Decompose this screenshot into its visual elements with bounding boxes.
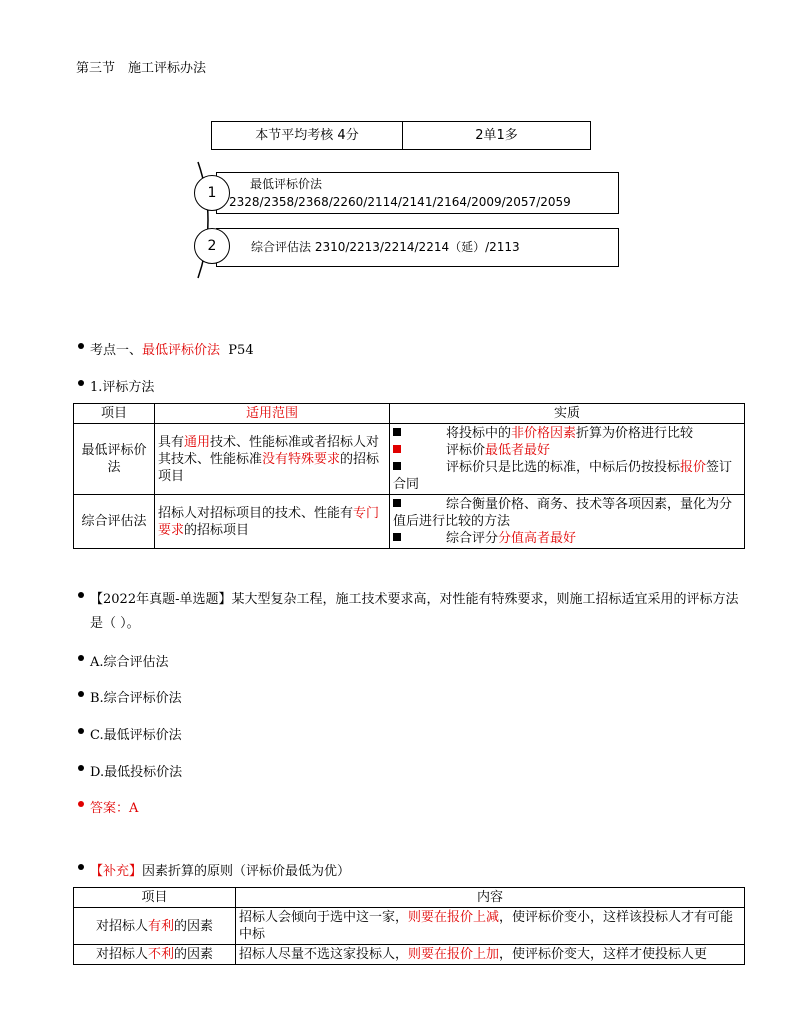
s-row2-item xyxy=(74,945,236,965)
table-row xyxy=(74,945,745,965)
text-highlight: 通用 xyxy=(184,434,211,450)
row1-scope xyxy=(155,424,390,495)
th-item: 项目 xyxy=(74,404,155,424)
method-title: 1.评标方法 xyxy=(90,380,155,395)
text-highlight: 报价 xyxy=(680,460,707,475)
topic-1-line1: 最低评标价法 xyxy=(250,177,323,191)
question-stem: 【2022年真题-单选题】某大型复杂工程，施工技术要求高，对性能有特殊要求，则施工招标适宜采用的评标方法是（ ）。 xyxy=(90,592,739,631)
bullet-supplement xyxy=(78,864,84,870)
row2-item: 综合评估法 xyxy=(74,495,155,549)
bullet-answer xyxy=(78,801,84,807)
text: 技术、性能标准或者招标人对其技术、性能标准 xyxy=(158,434,380,467)
text-highlight: 则要在报价上减 xyxy=(408,910,500,925)
row1-essence xyxy=(390,424,745,495)
text: ，使评标价变小，这样该投标人才有可能中标 xyxy=(239,910,734,942)
supplement-heading xyxy=(90,860,350,879)
s-row2-content xyxy=(236,945,745,965)
option-d: D.最低投标价法 xyxy=(90,765,183,780)
text-highlight: 最低者最好 xyxy=(485,443,551,458)
th-item2: 项目 xyxy=(74,888,236,908)
bullet-point1 xyxy=(78,343,84,349)
text: 的因素 xyxy=(174,918,214,934)
square-bullet-icon xyxy=(393,428,401,436)
essence-line xyxy=(393,425,741,442)
text: ，使评标价变大，这样才使投标人更 xyxy=(499,947,708,962)
th-content: 内容 xyxy=(236,888,745,908)
text: 的招标项目 xyxy=(184,522,250,538)
point1-page: P54 xyxy=(228,343,254,358)
s-row1-content xyxy=(236,908,745,945)
text-highlight: 不利 xyxy=(147,947,174,962)
text-highlight: 分值高者最好 xyxy=(498,531,577,546)
s-row1-item xyxy=(74,908,236,945)
bullet-option-b xyxy=(78,691,84,697)
supplement-title: 因素折算的原则（评标价最低为优） xyxy=(142,864,351,879)
point1-heading xyxy=(90,339,254,358)
topic-number-2 xyxy=(194,228,230,264)
bullet-option-a xyxy=(78,655,84,661)
text-highlight: 有利 xyxy=(147,918,174,934)
text: 的因素 xyxy=(174,947,214,962)
summary-right: 2单1多 xyxy=(475,128,518,143)
topic-2-line1: 综合评估法 2310/2213/2214/2214（延）/2113 xyxy=(251,240,520,254)
method-table xyxy=(73,403,745,549)
summary-left: 本节平均考核 4分 xyxy=(212,122,403,149)
text: 的招标项目 xyxy=(158,451,380,484)
text: 评标价 xyxy=(446,443,486,458)
option-b: B.综合评标价法 xyxy=(90,691,182,706)
essence-line xyxy=(393,496,741,530)
topic-number-1 xyxy=(194,175,230,211)
table-row xyxy=(74,908,745,945)
supplement-table-header xyxy=(74,888,745,908)
table-row xyxy=(74,424,745,495)
square-bullet-icon xyxy=(393,499,401,507)
row2-scope xyxy=(155,495,390,549)
text: 招标人会倾向于选中这一家， xyxy=(239,910,409,925)
text: 签订合同 xyxy=(393,460,733,492)
topic-2-num: 2 xyxy=(207,238,217,254)
option-a: A.综合评估法 xyxy=(90,655,169,670)
text-highlight: 非价格因素 xyxy=(511,426,577,441)
text: 具有 xyxy=(158,434,185,450)
essence-line xyxy=(393,442,741,459)
answer: 答案：A xyxy=(90,801,139,816)
square-bullet-icon xyxy=(393,445,401,453)
text: 评标价只是比选的标准，中标后仍按投标 xyxy=(446,460,681,475)
section-title: 第三节 施工评标办法 xyxy=(76,61,207,76)
text: 招标人尽量不选这家投标人， xyxy=(239,947,409,962)
topic-1-num: 1 xyxy=(207,185,217,201)
method-table-header xyxy=(74,404,745,424)
point1-prefix: 考点一、 xyxy=(90,343,143,358)
text-highlight: 专门要求 xyxy=(158,505,380,538)
square-bullet-icon xyxy=(393,533,401,541)
text-highlight: 没有特殊要求 xyxy=(262,451,341,467)
bullet-question xyxy=(78,592,84,598)
th-essence: 实质 xyxy=(390,404,745,424)
supplement-tag: 【补充】 xyxy=(90,864,143,879)
table-row xyxy=(74,495,745,549)
text: 对招标人 xyxy=(95,947,148,962)
text: 折算为价格进行比较 xyxy=(576,426,694,441)
row2-essence xyxy=(390,495,745,549)
bullet-option-d xyxy=(78,765,84,771)
bullet-option-c xyxy=(78,728,84,734)
text: 综合评分 xyxy=(446,531,499,546)
option-c: C.最低评标价法 xyxy=(90,728,182,743)
square-bullet-icon xyxy=(393,462,401,470)
topic-1-line2: 2328/2358/2368/2260/2114/2141/2164/2009/2057/2059 xyxy=(229,195,571,209)
bullet-method xyxy=(78,380,84,386)
th-scope: 适用范围 xyxy=(155,404,390,424)
text: 招标人对招标项目的技术、性能有 xyxy=(158,505,354,521)
essence-line xyxy=(393,459,741,493)
text: 对招标人 xyxy=(95,918,148,934)
summary-box xyxy=(211,121,591,150)
text: 将投标中的 xyxy=(446,426,512,441)
text-highlight: 则要在报价上加 xyxy=(408,947,500,962)
supplement-table xyxy=(73,887,745,965)
text: 综合衡量价格、商务、技术等各项因素，量化为分值后进行比较的方法 xyxy=(393,497,733,529)
row1-item: 最低评标价法 xyxy=(74,424,155,495)
point1-highlight: 最低评标价法 xyxy=(142,343,221,358)
essence-line xyxy=(393,530,741,547)
